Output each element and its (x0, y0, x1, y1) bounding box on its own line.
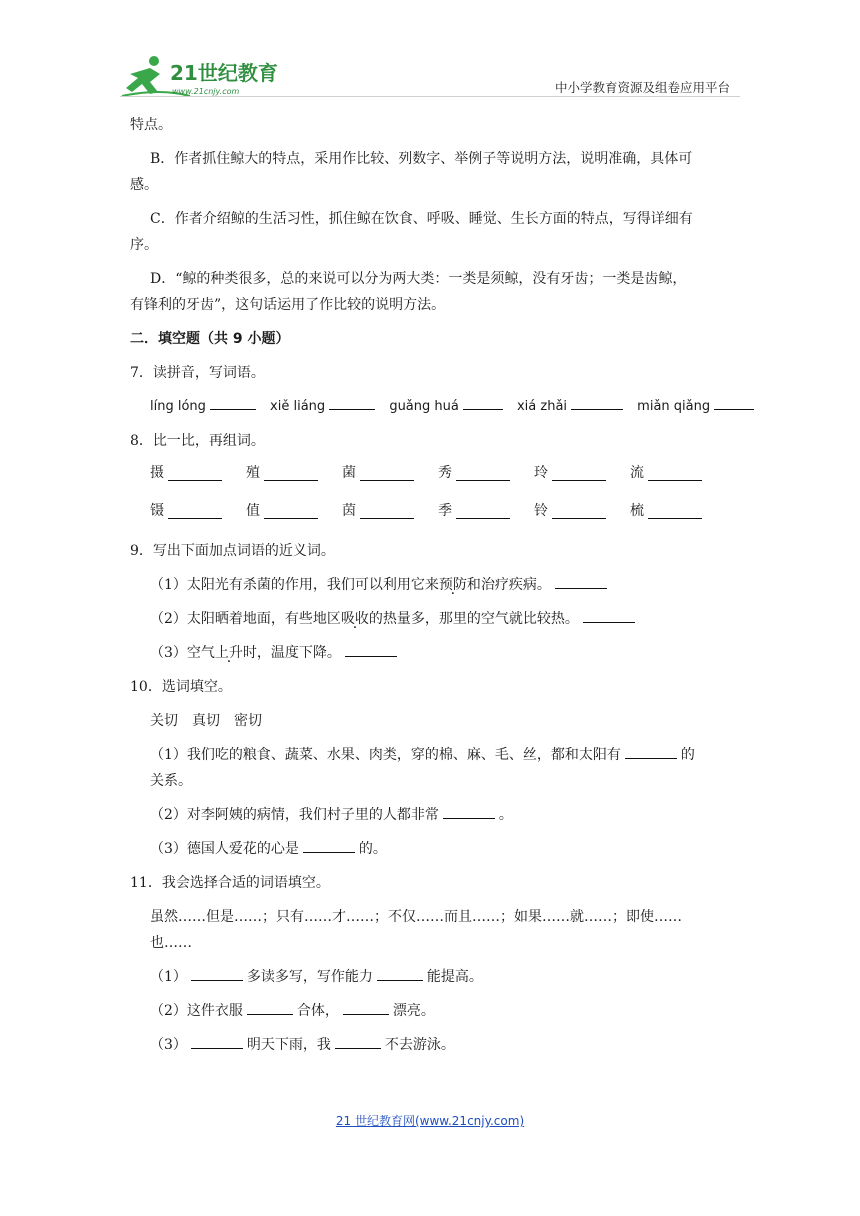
q10-word-bank: 关切 真切 密切 (150, 713, 262, 729)
q10-item-1: （1）我们吃的粮食、蔬菜、水果、肉类，穿的棉、麻、毛、丝，都和太阳有 的 (130, 742, 730, 768)
answer-blank[interactable] (168, 466, 222, 481)
q9-stem: 9．写出下面加点词语的近义词。 (130, 543, 335, 559)
answer-blank[interactable] (343, 1000, 389, 1015)
pinyin-item: guǎng huá (389, 394, 507, 420)
q9-item-1: （1）太阳光有杀菌的作用，我们可以利用它来预防和治疗疾病。 (130, 572, 730, 598)
char-cell: 秀 (438, 460, 534, 486)
char-cell: 菌 (342, 460, 438, 486)
header-divider (120, 96, 740, 97)
q11-options: 虽然……但是……；只有……才……；不仅……而且……；如果……就……；即使…… (150, 909, 682, 925)
answer-blank[interactable] (552, 504, 606, 519)
answer-blank[interactable] (210, 395, 256, 410)
answer-blank[interactable] (714, 395, 754, 410)
answer-blank[interactable] (168, 504, 222, 519)
answer-blank[interactable] (571, 395, 623, 410)
answer-blank[interactable] (247, 1000, 293, 1015)
q6-option-b: B．作者抓住鲸大的特点，采用作比较、列数字、举例子等说明方法，说明准确，具体可 (150, 151, 693, 167)
q9-item-2: （2）太阳晒着地面，有些地区吸收的热量多，那里的空气就比较热。 (130, 606, 730, 632)
answer-blank[interactable] (329, 395, 375, 410)
answer-blank[interactable] (264, 504, 318, 519)
q8-row-1 (150, 454, 730, 492)
answer-blank[interactable] (625, 744, 677, 759)
char-cell: 玲 (534, 460, 630, 486)
answer-blank[interactable] (264, 466, 318, 481)
page-footer (0, 1112, 860, 1129)
q7-stem: 7．读拼音，写词语。 (130, 365, 265, 381)
21cnjy-logo (120, 52, 290, 100)
q8-row-2 (150, 492, 730, 530)
q8-stem: 8．比一比，再组词。 (130, 433, 265, 449)
answer-blank[interactable] (360, 504, 414, 519)
answer-blank[interactable] (456, 466, 510, 481)
answer-blank[interactable] (583, 608, 635, 623)
answer-blank[interactable] (335, 1034, 381, 1049)
content (130, 112, 730, 1058)
q6-option-b-cont: 感。 (130, 177, 158, 193)
answer-blank[interactable] (648, 504, 702, 519)
answer-blank[interactable] (443, 804, 495, 819)
q11-item-1: （1） 多读多写，写作能力 能提高。 (130, 964, 730, 990)
char-cell: 梳 (630, 498, 726, 524)
answer-blank[interactable] (345, 642, 397, 657)
pinyin-item: miǎn qiǎng (637, 394, 758, 420)
header-platform-text: 中小学教育资源及组卷应用平台 (554, 80, 730, 95)
dotted-word: 上升 (214, 645, 243, 661)
q10-item-3: （3）德国人爱花的心是 的。 (130, 836, 730, 862)
logo-url: www.21cnjy.com (172, 87, 240, 96)
answer-blank[interactable] (456, 504, 510, 519)
pinyin-item: xiá zhǎi (517, 394, 627, 420)
q11-options-cont: 也…… (150, 935, 192, 951)
char-cell: 镊 (150, 498, 246, 524)
char-cell: 摄 (150, 460, 246, 486)
q7-pinyin-row (130, 394, 730, 420)
q11-stem: 11．我会选择合适的词语填空。 (130, 875, 330, 891)
q11-item-3: （3） 明天下雨，我 不去游泳。 (130, 1032, 730, 1058)
q6-option-d-cont: 有锋利的牙齿”，这句话运用了作比较的说明方法。 (130, 297, 446, 313)
answer-blank[interactable] (303, 838, 355, 853)
q6-option-c: C．作者介绍鲸的生活习性，抓住鲸在饮食、呼吸、睡觉、生长方面的特点，写得详细有 (150, 211, 693, 227)
answer-blank[interactable] (360, 466, 414, 481)
q11-item-2: （2）这件衣服 合体， 漂亮。 (130, 998, 730, 1024)
q6-line-a: 特点。 (130, 117, 172, 133)
footer-link[interactable]: 21 世纪教育网(www.21cnjy.com) (335, 1114, 525, 1128)
q6-option-d: D．“鲸的种类很多，总的来说可以分为两大类：一类是须鲸，没有牙齿；一类是齿鲸， (150, 271, 687, 287)
char-cell: 铃 (534, 498, 630, 524)
logo-title: 21世纪教育 (170, 61, 278, 85)
answer-blank[interactable] (377, 966, 423, 981)
q6-option-c-cont: 序。 (130, 237, 158, 253)
q10-stem: 10．选词填空。 (130, 679, 232, 695)
answer-blank[interactable] (463, 395, 503, 410)
char-cell: 季 (438, 498, 534, 524)
char-cell: 茵 (342, 498, 438, 524)
q8-char-grid (130, 454, 730, 530)
answer-blank[interactable] (555, 574, 607, 589)
q10-item-2: （2）对李阿姨的病情，我们村子里的人都非常 。 (130, 802, 730, 828)
q9-item-3: （3）空气上升时，温度下降。 (130, 640, 730, 666)
dotted-word: 预防 (438, 577, 467, 593)
char-cell: 值 (246, 498, 342, 524)
char-cell: 流 (630, 460, 726, 486)
answer-blank[interactable] (648, 466, 702, 481)
pinyin-item: líng lóng (150, 394, 260, 420)
char-cell: 殖 (246, 460, 342, 486)
answer-blank[interactable] (191, 966, 243, 981)
answer-blank[interactable] (552, 466, 606, 481)
dotted-word: 吸收 (340, 611, 369, 627)
page-header (120, 52, 740, 102)
answer-blank[interactable] (191, 1034, 243, 1049)
pinyin-item: xiě liáng (270, 394, 379, 420)
section-title: 二．填空题（共 9 小题） (130, 331, 290, 347)
q10-item-1-cont: 关系。 (150, 773, 192, 789)
